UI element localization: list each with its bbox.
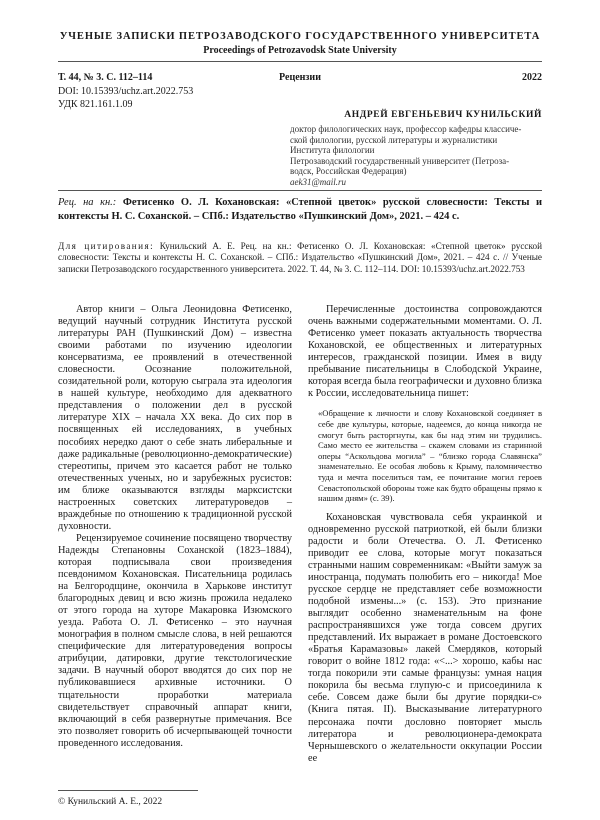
block-quote: «Обращение к личности и слову Кохановской соединяет в себе две культуры, которые, надеемся, до конца никогда не смогут быть расторгнуты, как бы над этим ни трудились. Само место ее жительства – скажем словами из старинной оперы “Аскольдова могила” – “близко города Славянска” знаменательно. Ее особая любовь к Крыму, паломничество туда и мечта поселиться там, ее почитание могил героев Севастопольской обороны тоже как будто обращены прямо к нашим дням» (с. 39).: [318, 408, 542, 504]
section-divider: [58, 190, 542, 191]
body-paragraph: Рецензируемое сочинение посвящено творчеству Надежды Степановны Соханской (1823–1884), которая подписывала свои произведения псевдонимом Кохановская. Писательница родилась на Белгородщине, окончила в Харькове институт благородных девиц и всю жизнь прожила недалеко от этого города на хуторе Макаровка Изюмского уезда. Работа О. Л. Фетисенко – это научная монография в полном смысле слова, в ней решаются специфические для литературоведения вопросы атрибуции, датировки, другие текстологические задачи. В научный оборот вводятся до сих пор не публиковавшиеся архивные источники. О тщательности проработки материала свидетельствует справочный аппарат книги, включающий в себя развернутые примечания. Все это позволяет говорить об исчерпывающей точности проведенного исследования.: [58, 532, 292, 749]
issue-year: 2022: [522, 72, 542, 83]
doi[interactable]: DOI: 10.15393/uchz.art.2022.753: [58, 86, 194, 97]
reviewed-book: [58, 196, 542, 224]
body-paragraph: Автор книги – Ольга Леонидовна Фетисенко, ведущий научный сотрудник Института русской литературы РАН (Пушкинский Дом) – известна своими работами по изучению идеологии консерватизма, ее проявлений в отечественной словесности. Осознание положительной, созидательной роли, которую сыграла эта идеология в нашей культуре, необходимо для адекватного представления о положении дел в русской литературе XIX – начала ХХ века. До сих пор в посвященных ей исследованиях, в учебных пособиях нередко дают о себе знать либеральные и даже радикальные (революционно-демократические) стереотипы, причем это касается работ не только отечественных ученых, но и зарубежных русистов: им ближе оказываются взгляды марксистски настроенных советских литературоведов – враждебные по отношению к традиционной русской духовности.: [58, 304, 292, 532]
copyright: © Кунильский А. Е., 2022: [58, 797, 163, 807]
review-prefix: Рец. на кн.:: [58, 197, 117, 208]
issue-row: [58, 72, 542, 83]
author-affiliation: [290, 124, 542, 188]
journal-title: УЧЕНЫЕ ЗАПИСКИ ПЕТРОЗАВОДСКОГО ГОСУДАРСТВЕННОГО УНИВЕРСИТЕТА: [59, 31, 541, 42]
author-line: ской филологии, русской литературы и журналистики: [290, 134, 498, 145]
author-line: Петрозаводский государственный университет (Петроза-: [290, 155, 510, 166]
left-column: [58, 304, 292, 750]
author-email[interactable]: aek31@mail.ru: [290, 176, 347, 187]
author-name: АНДРЕЙ ЕВГЕНЬЕВИЧ КУНИЛЬСКИЙ: [344, 110, 542, 120]
journal-subtitle: Proceedings of Petrozavodsk State University: [203, 45, 397, 56]
footnote-divider: [58, 790, 198, 791]
citation-block: [58, 241, 542, 275]
body-paragraph: Перечисленные достоинства сопровождаются очень важными содержательными моментами. О. Л. Фетисенко умеет показать актуальность творчества Кохановской, ее общественных и литературных интересов, гражданской позиции. Имея в виду пребывание писательницы в Слободской Украине, которая всегда была географически и духовно близка к России, исследовательница пишет:: [308, 304, 542, 400]
citation-text: Кунильский А. Е. Рец. на кн.: Фетисенко О. Л. Кохановская: «Степной цветок» русской словесности: Тексты и контексты Н. С. Соханской. – СПб.: Издательство «Пушкинский Дом», 2021. – 424 с. // Ученые записки Петрозаводского государственного университета. 2022. Т. 44, № 3. С. 112–114. DOI: 10.15393/uchz.art.2022.753: [58, 241, 543, 274]
udc: УДК 821.161.1.09: [58, 99, 133, 110]
header-divider: [58, 61, 542, 62]
book-reference: Фетисенко О. Л. Кохановская: «Степной цветок» русской словесности: Тексты и контексты Н. С. Соханской. – СПб.: Издательство «Пушкинский Дом», 2021. – 424 с.: [58, 197, 543, 222]
author-line: Института филологии: [290, 145, 375, 156]
citation-label: Для цитирования:: [58, 241, 155, 251]
issue-volume: Т. 44, № 3. С. 112–114: [58, 72, 153, 83]
author-line: доктор филологических наук, профессор кафедры классиче-: [290, 124, 522, 134]
issue-section: Рецензии: [279, 72, 321, 83]
author-line: водск, Российская Федерация): [290, 166, 407, 177]
right-column: [308, 304, 542, 765]
body-paragraph: Кохановская чувствовала себя украинкой и одновременно русской патриоткой, ей были близки радости и боли Отечества. О. Л. Фетисенко приводит ее слова, которые могут показаться странными нашим современникам: «Выйти замуж за иностранца, подумать полюбить его – никогда! Мое русское сердце не представляет себе возможности подобной измены...» (с. 153). Это признание выглядит особенно знаменательным на фоне распространявшихся уже тогда совсем других представлений. Их выражает в романе Достоевского «Братья Карамазовы» лакей Смердяков, который говорит о войне 1812 года: «<...> хорошо, кабы нас тогда покорили эти самые французы: умная нация покорила бы весьма глупую-с и присоединила к себе. Совсем даже были бы другие порядки-с» (Книга пятая. II). Высказывание литературного персонажа почти дословно повторяет мысль литератора и революционера-демократа Чернышевского о желательности оккупации России ее: [308, 511, 542, 764]
